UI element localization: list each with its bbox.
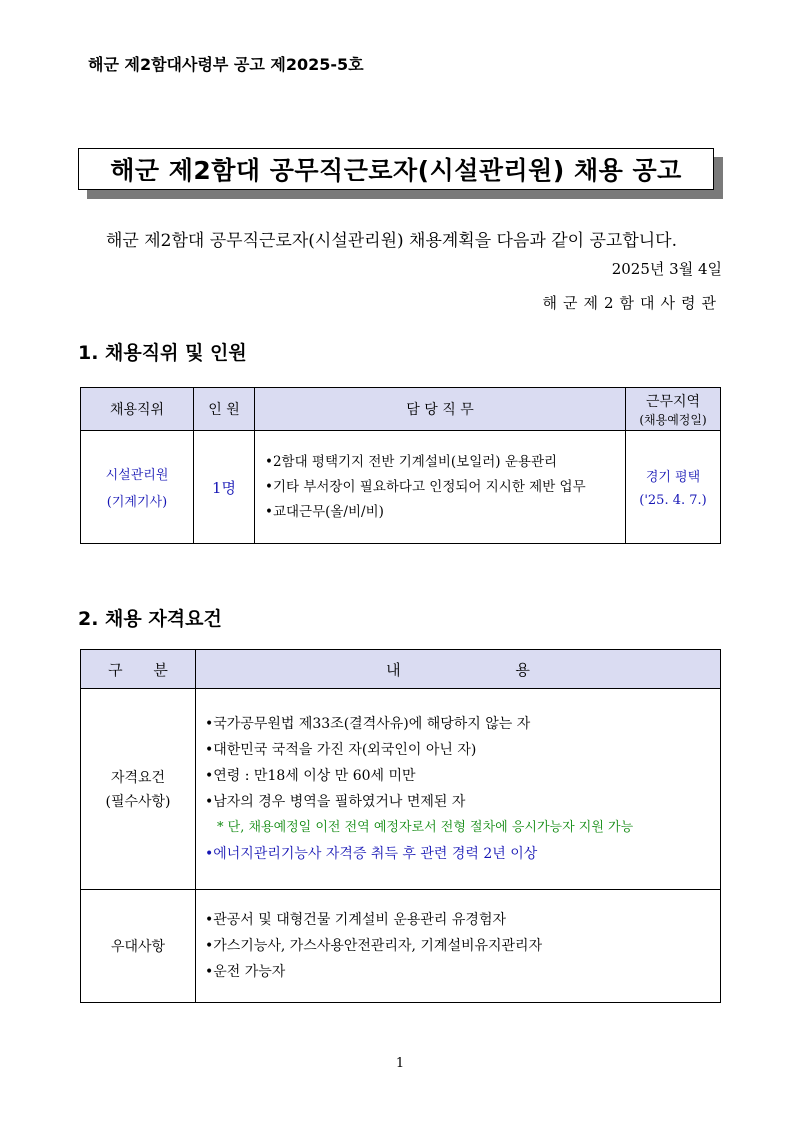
notice-date: 2025년 3월 4일 xyxy=(611,260,722,278)
preferences-category: 우대사항 xyxy=(81,890,196,1003)
intro-text: 해군 제2함대 공무직근로자(시설관리원) 채용계획을 다음과 같이 공고합니다. xyxy=(106,231,677,251)
qualifications-table xyxy=(80,649,721,1003)
preferences-content xyxy=(196,890,721,1003)
requirement-note: * 단, 채용예정일 이전 전역 예정자로서 전형 절차에 응시가능자 지원 가능 xyxy=(217,820,634,835)
requirements-content xyxy=(196,689,721,890)
preference-item: •운전 가능자 xyxy=(205,964,286,980)
preferences-row xyxy=(81,890,721,1003)
header-duties: 담 당 직 무 xyxy=(255,388,626,431)
positions-table xyxy=(80,387,721,544)
count-cell: 1명 xyxy=(194,431,255,544)
requirement-item-highlight: •에너지관리기능사 자격증 취득 후 관련 경력 2년 이상 xyxy=(205,846,538,862)
duty-item: •기타 부서장이 필요하다고 인정되어 지시한 제반 업무 xyxy=(265,478,586,495)
issuer: 해군제2함대사령관 xyxy=(542,294,722,312)
duty-item: •교대근무(올/비/비) xyxy=(265,503,384,520)
section1-heading: 1. 채용직위 및 인원 xyxy=(78,342,247,364)
page-title-text: 해군 제2함대 공무직근로자(시설관리원) 채용 공고 xyxy=(110,156,682,185)
duties-cell xyxy=(255,431,626,544)
position-name: 시설관리원 xyxy=(105,468,169,483)
requirement-item: •대한민국 국적을 가진 자(외국인이 아닌 자) xyxy=(205,742,477,758)
positions-header-row xyxy=(81,388,721,431)
location-name: 경기 평택 xyxy=(645,470,701,485)
header-position: 채용직위 xyxy=(81,388,194,431)
notice-number: 해군 제2함대사령부 공고 제2025-5호 xyxy=(88,55,364,74)
qualifications-header-row xyxy=(81,650,721,689)
header-location-label: 근무지역 xyxy=(645,393,701,410)
header-category: 구 분 xyxy=(81,650,196,689)
requirements-label: 자격요건 xyxy=(110,770,166,786)
section2-heading: 2. 채용 자격요건 xyxy=(78,608,222,630)
requirement-item: •남자의 경우 병역을 필하였거나 면제된 자 xyxy=(205,794,466,810)
location-cell xyxy=(626,431,721,544)
page-title xyxy=(78,148,714,190)
header-location-sub: (채용예정일) xyxy=(639,412,707,427)
requirements-sub: (필수사항) xyxy=(105,794,171,810)
positions-row xyxy=(81,431,721,544)
preference-item: •관공서 및 대형건물 기계설비 운용관리 유경험자 xyxy=(205,912,506,928)
position-cell xyxy=(81,431,194,544)
position-sub: (기계기사) xyxy=(106,495,168,510)
requirements-row xyxy=(81,689,721,890)
header-location xyxy=(626,388,721,431)
page-number: 1 xyxy=(395,1056,405,1071)
preference-item: •가스기능사, 가스사용안전관리자, 기계설비유지관리자 xyxy=(205,938,543,954)
header-content: 내 용 xyxy=(196,650,721,689)
header-count: 인 원 xyxy=(194,388,255,431)
requirement-item: •국가공무원법 제33조(결격사유)에 해당하지 않는 자 xyxy=(205,716,531,732)
requirement-item: •연령 : 만18세 이상 만 60세 미만 xyxy=(205,768,416,784)
duty-item: •2함대 평택기지 전반 기계설비(보일러) 운용관리 xyxy=(265,453,558,470)
start-date: ('25. 4. 7.) xyxy=(639,493,707,508)
requirements-category xyxy=(81,689,196,890)
